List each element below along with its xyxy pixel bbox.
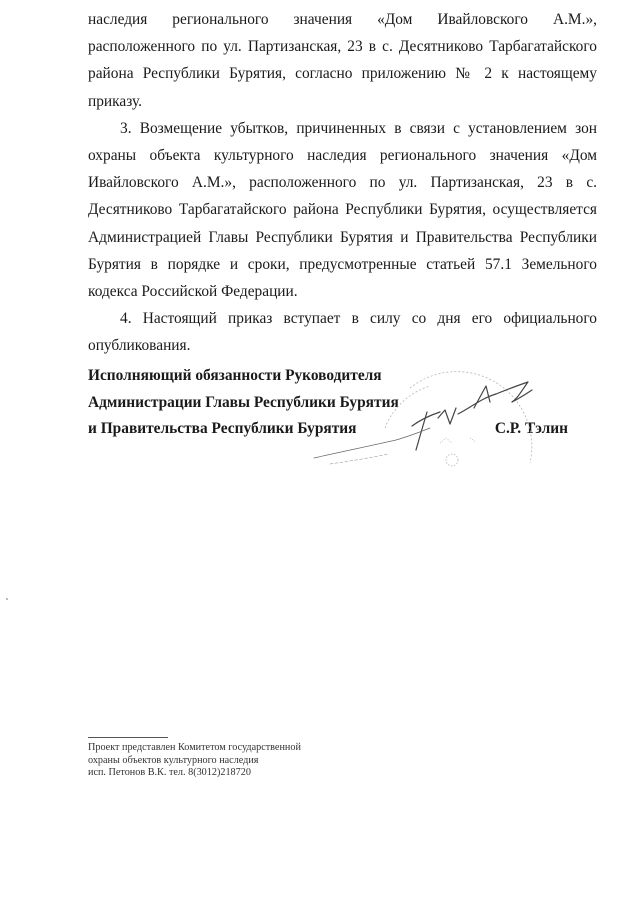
footer-note	[88, 742, 301, 780]
continuation-paragraph: наследия регионального значения «Дом Ивайловского А.М.», расположенного по ул. Партизанская, 23 в с. Десятниково Тарбагатайского района Республики Бурятия, согласно приложению № 2 к настоящему приказу.	[88, 11, 597, 110]
document-body	[88, 6, 597, 360]
footer-line-3: исп. Петонов В.К. тел. 8(3012)218720	[88, 767, 251, 779]
signer-name: С.Р. Тэлин	[494, 420, 568, 437]
paragraph-4: 4. Настоящий приказ вступает в силу со дня его официального опубликования.	[88, 310, 597, 355]
footer-line-1: Проект представлен Комитетом государственной	[88, 742, 301, 753]
handwritten-signature-and-stamp	[300, 368, 560, 488]
stamp-icon	[385, 372, 532, 466]
signer-position-line-1: Исполняющий обязанности Руководителя	[88, 367, 382, 384]
scan-speck	[6, 598, 8, 600]
paragraph-3: 3. Возмещение убытков, причиненных в связи с установлением зон охраны объекта культурного наследия регионального значения «Дом Ивайловского А.М.», расположенного по ул. Партизанская, 23 в с. Десятниково Тарбагатайского района Республики Бурятия, осуществляется Администрацией Главы Республики Бурятия и Правительства Республики Бурятия в порядке и сроки, предусмотренные статьей 57.1 Земельного кодекса Российской Федерации.	[88, 119, 597, 301]
signer-position-line-3: и Правительства Республики Бурятия	[88, 420, 357, 437]
footer-line-2: охраны объектов культурного наследия	[88, 754, 259, 766]
signature-icon	[314, 382, 532, 464]
footer-divider	[88, 737, 168, 738]
signer-position-line-2: Администрации Главы Республики Бурятия	[88, 393, 399, 411]
